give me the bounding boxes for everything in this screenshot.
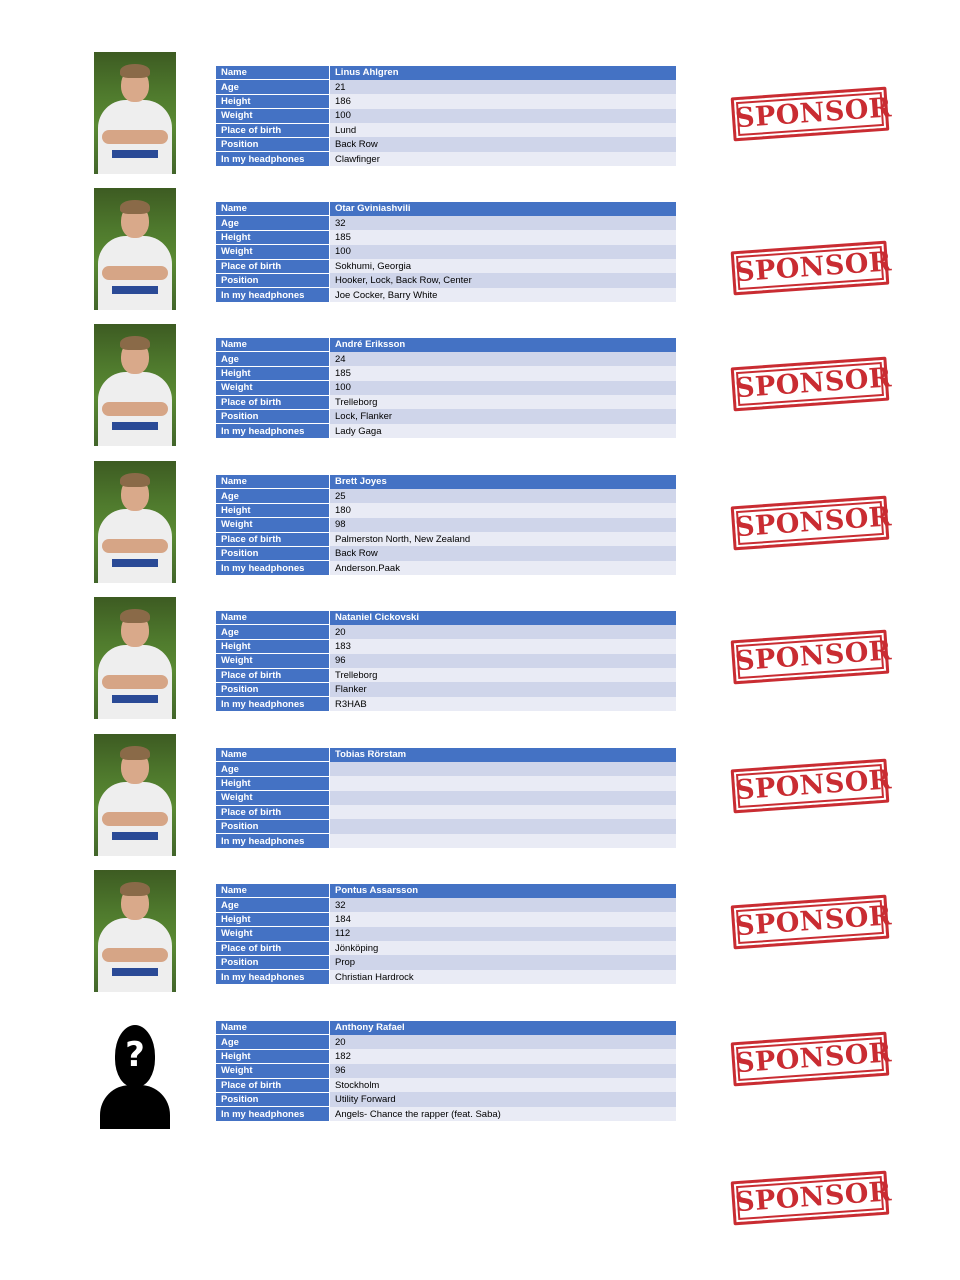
field-label-height: Height <box>216 503 330 517</box>
field-label-name: Name <box>216 748 330 762</box>
field-label-place-of-birth: Place of birth <box>216 941 330 955</box>
table-row <box>216 682 676 696</box>
player-photo <box>94 734 176 856</box>
field-label-headphones: In my headphones <box>216 1107 330 1121</box>
field-value-age: 20 <box>330 1035 677 1049</box>
table-row <box>216 94 676 108</box>
table-row <box>216 668 676 682</box>
field-label-height: Height <box>216 94 330 108</box>
field-value-weight: 96 <box>330 1064 677 1078</box>
field-label-name: Name <box>216 1021 330 1035</box>
field-label-age: Age <box>216 352 330 366</box>
table-header-row <box>216 748 676 762</box>
table-row <box>216 1049 676 1063</box>
field-value-place-of-birth: Trelleborg <box>330 395 677 409</box>
table-row <box>216 288 676 302</box>
player-info-table <box>216 202 676 303</box>
table-row <box>216 1107 676 1121</box>
field-value-place-of-birth: Sokhumi, Georgia <box>330 259 677 273</box>
field-label-name: Name <box>216 202 330 216</box>
field-label-weight: Weight <box>216 245 330 259</box>
field-value-headphones: Christian Hardrock <box>330 970 677 984</box>
table-row <box>216 532 676 546</box>
field-value-height <box>330 776 677 790</box>
table-header-row <box>216 884 676 898</box>
field-label-name: Name <box>216 475 330 489</box>
table-row <box>216 503 676 517</box>
field-label-place-of-birth: Place of birth <box>216 395 330 409</box>
player-info-table <box>216 748 676 849</box>
player-card <box>0 52 960 178</box>
table-row <box>216 123 676 137</box>
field-label-position: Position <box>216 409 330 423</box>
table-row <box>216 1092 676 1106</box>
table-row <box>216 109 676 123</box>
field-label-weight: Weight <box>216 791 330 805</box>
player-name: Tobias Rörstam <box>330 748 677 762</box>
field-label-weight: Weight <box>216 927 330 941</box>
table-row <box>216 898 676 912</box>
field-label-headphones: In my headphones <box>216 970 330 984</box>
field-value-headphones: Clawfinger <box>330 152 677 166</box>
field-label-height: Height <box>216 1049 330 1063</box>
player-card <box>0 1007 960 1133</box>
table-row <box>216 273 676 287</box>
field-label-age: Age <box>216 489 330 503</box>
table-row <box>216 518 676 532</box>
player-name: Anthony Rafael <box>330 1021 677 1035</box>
field-value-age: 24 <box>330 352 677 366</box>
field-value-height: 185 <box>330 230 677 244</box>
player-name: Pontus Assarsson <box>330 884 677 898</box>
sponsor-stamp: SPONSOR <box>731 357 890 412</box>
field-label-age: Age <box>216 1035 330 1049</box>
table-row <box>216 230 676 244</box>
player-name: Nataniel Cickovski <box>330 611 677 625</box>
player-card <box>0 734 960 860</box>
table-row <box>216 941 676 955</box>
field-value-place-of-birth: Jönköping <box>330 941 677 955</box>
field-value-weight: 112 <box>330 927 677 941</box>
field-value-weight: 96 <box>330 654 677 668</box>
table-row <box>216 1035 676 1049</box>
player-photo <box>94 461 176 583</box>
player-photo <box>94 324 176 446</box>
table-row <box>216 625 676 639</box>
field-label-place-of-birth: Place of birth <box>216 805 330 819</box>
field-value-headphones: Lady Gaga <box>330 424 677 438</box>
table-row <box>216 546 676 560</box>
field-value-position: Utility Forward <box>330 1092 677 1106</box>
sponsor-stamp: SPONSOR <box>731 241 890 296</box>
field-label-position: Position <box>216 137 330 151</box>
field-label-height: Height <box>216 776 330 790</box>
field-label-headphones: In my headphones <box>216 152 330 166</box>
table-row <box>216 1064 676 1078</box>
table-row <box>216 1078 676 1092</box>
table-row <box>216 489 676 503</box>
field-label-name: Name <box>216 884 330 898</box>
sponsor-stamp: SPONSOR <box>731 87 890 142</box>
field-label-name: Name <box>216 611 330 625</box>
table-header-row <box>216 1021 676 1035</box>
table-header-row <box>216 338 676 352</box>
table-row <box>216 216 676 230</box>
field-label-place-of-birth: Place of birth <box>216 532 330 546</box>
field-value-height: 180 <box>330 503 677 517</box>
table-row <box>216 697 676 711</box>
table-row <box>216 762 676 776</box>
field-value-headphones <box>330 834 677 848</box>
player-photo <box>94 597 176 719</box>
player-info-table <box>216 611 676 712</box>
field-label-name: Name <box>216 338 330 352</box>
table-row <box>216 639 676 653</box>
field-label-age: Age <box>216 216 330 230</box>
field-value-place-of-birth: Palmerston North, New Zealand <box>330 532 677 546</box>
field-value-place-of-birth <box>330 805 677 819</box>
table-row <box>216 352 676 366</box>
field-value-height: 185 <box>330 366 677 380</box>
field-value-headphones: R3HAB <box>330 697 677 711</box>
field-value-headphones: Joe Cocker, Barry White <box>330 288 677 302</box>
field-label-height: Height <box>216 366 330 380</box>
table-row <box>216 791 676 805</box>
field-value-age: 21 <box>330 80 677 94</box>
table-row <box>216 561 676 575</box>
player-card <box>0 324 960 450</box>
player-card <box>0 597 960 723</box>
table-row <box>216 152 676 166</box>
field-label-position: Position <box>216 273 330 287</box>
field-value-position: Lock, Flanker <box>330 409 677 423</box>
player-photo <box>94 188 176 310</box>
field-label-position: Position <box>216 1092 330 1106</box>
field-label-weight: Weight <box>216 518 330 532</box>
sponsor-stamp: SPONSOR <box>731 496 890 551</box>
table-row <box>216 137 676 151</box>
field-value-place-of-birth: Stockholm <box>330 1078 677 1092</box>
table-row <box>216 654 676 668</box>
field-value-age: 25 <box>330 489 677 503</box>
field-label-headphones: In my headphones <box>216 288 330 302</box>
field-label-age: Age <box>216 762 330 776</box>
table-row <box>216 776 676 790</box>
field-label-weight: Weight <box>216 109 330 123</box>
field-value-height: 186 <box>330 94 677 108</box>
field-value-position: Prop <box>330 955 677 969</box>
field-value-weight: 98 <box>330 518 677 532</box>
field-label-position: Position <box>216 682 330 696</box>
player-photo <box>94 870 176 992</box>
table-row <box>216 366 676 380</box>
field-label-age: Age <box>216 80 330 94</box>
field-value-headphones: Anderson.Paak <box>330 561 677 575</box>
field-value-place-of-birth: Lund <box>330 123 677 137</box>
sponsor-stamp: SPONSOR <box>731 759 890 814</box>
field-label-weight: Weight <box>216 1064 330 1078</box>
field-label-headphones: In my headphones <box>216 561 330 575</box>
field-label-place-of-birth: Place of birth <box>216 1078 330 1092</box>
field-value-age: 20 <box>330 625 677 639</box>
table-row <box>216 259 676 273</box>
field-value-place-of-birth: Trelleborg <box>330 668 677 682</box>
field-label-age: Age <box>216 898 330 912</box>
field-value-age: 32 <box>330 216 677 230</box>
field-value-position: Back Row <box>330 137 677 151</box>
field-label-headphones: In my headphones <box>216 424 330 438</box>
sponsor-stamp: SPONSOR <box>731 1171 890 1226</box>
field-label-position: Position <box>216 819 330 833</box>
field-label-place-of-birth: Place of birth <box>216 259 330 273</box>
table-row <box>216 409 676 423</box>
table-row <box>216 424 676 438</box>
table-row <box>216 80 676 94</box>
table-header-row <box>216 611 676 625</box>
player-info-table <box>216 884 676 985</box>
unknown-player-silhouette: ? <box>94 1007 176 1129</box>
player-card <box>0 188 960 314</box>
table-row <box>216 395 676 409</box>
table-row <box>216 819 676 833</box>
player-name: Otar Gviniashvili <box>330 202 677 216</box>
player-name: André Eriksson <box>330 338 677 352</box>
field-label-height: Height <box>216 912 330 926</box>
sponsor-stamp: SPONSOR <box>731 1032 890 1087</box>
field-value-position: Hooker, Lock, Back Row, Center <box>330 273 677 287</box>
table-row <box>216 970 676 984</box>
field-label-headphones: In my headphones <box>216 834 330 848</box>
player-name: Brett Joyes <box>330 475 677 489</box>
field-label-weight: Weight <box>216 654 330 668</box>
field-value-height: 184 <box>330 912 677 926</box>
field-label-height: Height <box>216 230 330 244</box>
sponsor-stamp: SPONSOR <box>731 895 890 950</box>
player-name: Linus Ahlgren <box>330 66 677 80</box>
field-value-height: 182 <box>330 1049 677 1063</box>
field-label-headphones: In my headphones <box>216 697 330 711</box>
table-row <box>216 955 676 969</box>
field-label-name: Name <box>216 66 330 80</box>
table-row <box>216 912 676 926</box>
field-label-position: Position <box>216 955 330 969</box>
player-photo <box>94 52 176 174</box>
field-label-height: Height <box>216 639 330 653</box>
field-value-weight: 100 <box>330 109 677 123</box>
field-value-weight: 100 <box>330 245 677 259</box>
field-value-age: 32 <box>330 898 677 912</box>
player-info-table <box>216 1021 676 1122</box>
table-row <box>216 381 676 395</box>
field-label-place-of-birth: Place of birth <box>216 668 330 682</box>
sponsor-stamp: SPONSOR <box>731 630 890 685</box>
field-label-weight: Weight <box>216 381 330 395</box>
field-label-position: Position <box>216 546 330 560</box>
field-value-headphones: Angels- Chance the rapper (feat. Saba) <box>330 1107 677 1121</box>
player-info-table <box>216 475 676 576</box>
field-value-position: Back Row <box>330 546 677 560</box>
player-info-table <box>216 338 676 439</box>
field-value-position <box>330 819 677 833</box>
player-card <box>0 870 960 996</box>
field-value-position: Flanker <box>330 682 677 696</box>
table-header-row <box>216 202 676 216</box>
table-row <box>216 805 676 819</box>
field-label-age: Age <box>216 625 330 639</box>
table-row <box>216 834 676 848</box>
table-row <box>216 927 676 941</box>
field-value-height: 183 <box>330 639 677 653</box>
field-value-weight <box>330 791 677 805</box>
field-value-age <box>330 762 677 776</box>
table-row <box>216 245 676 259</box>
player-card <box>0 461 960 587</box>
table-header-row <box>216 475 676 489</box>
field-label-place-of-birth: Place of birth <box>216 123 330 137</box>
field-value-weight: 100 <box>330 381 677 395</box>
table-header-row <box>216 66 676 80</box>
player-info-table <box>216 66 676 167</box>
